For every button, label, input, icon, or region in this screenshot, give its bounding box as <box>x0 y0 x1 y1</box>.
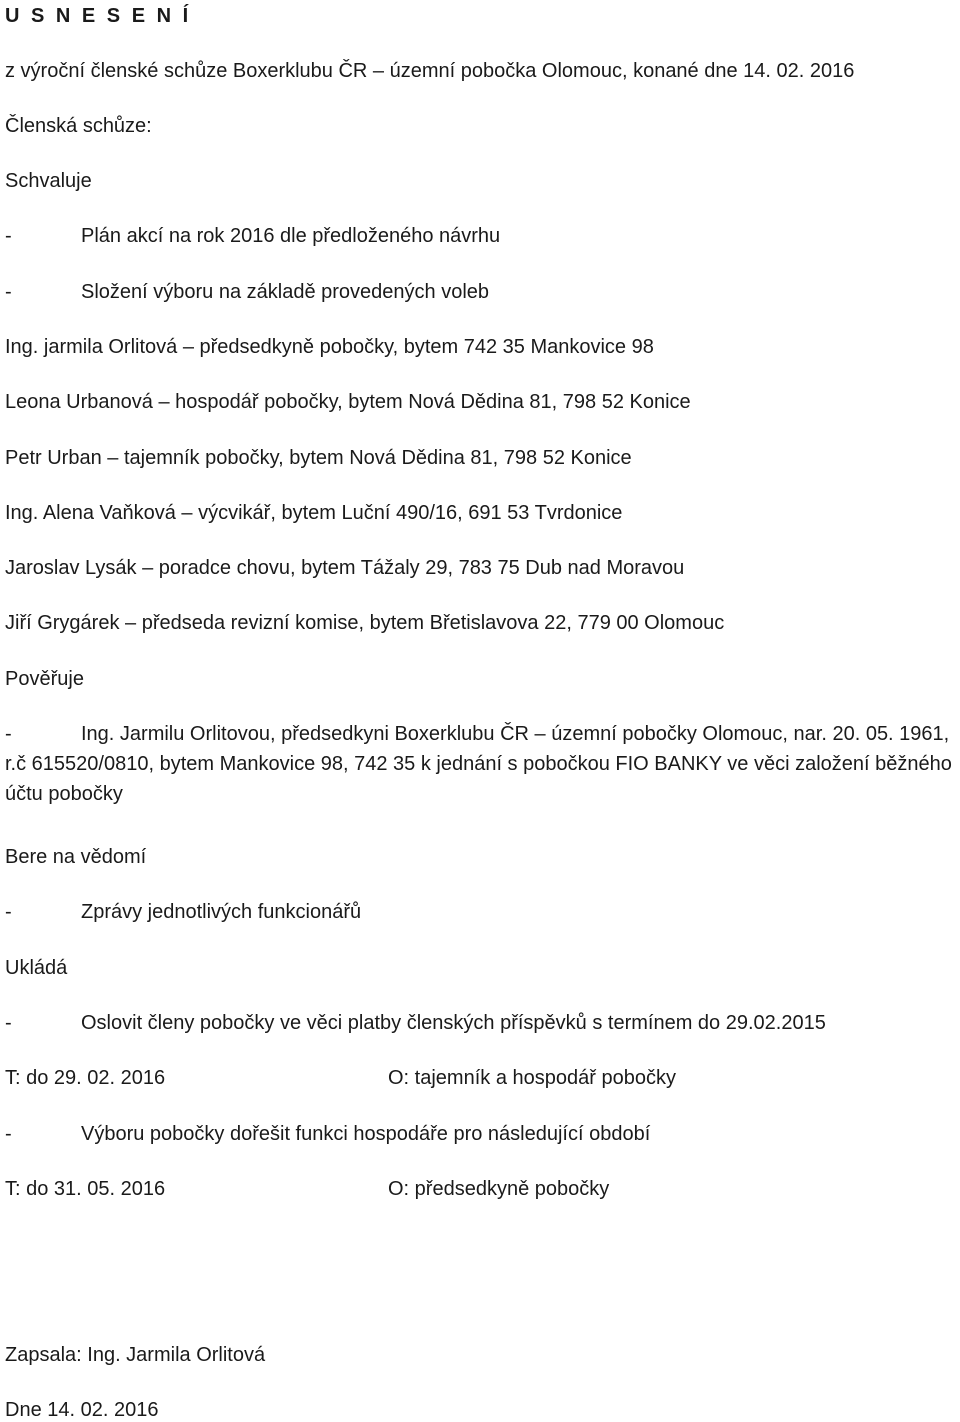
bullet-dash: - <box>5 1012 12 1034</box>
task-text: Výboru pobočky dořešit funkci hospodáře pro následující období <box>81 1123 651 1145</box>
committee-member: Leona Urbanová – hospodář pobočky, bytem Nová Dědina 81, 798 52 Konice <box>5 391 691 413</box>
assigns-heading: Ukládá <box>5 957 68 979</box>
approves-heading: Schvaluje <box>5 170 92 192</box>
authorizes-item-text: Ing. Jarmilu Orlitovou, předsedkyni Boxerklubu ČR – územní pobočky Olomouc, nar. 20. 05. 1961, r.č 615520/0810, bytem Mankovice 98, 742 35 k jednání s pobočkou FIO BANKY ve věci založení běžného účtu pobočky <box>5 723 952 805</box>
approves-item-text: Složení výboru na základě provedených voleb <box>81 281 490 303</box>
task-owner: O: tajemník a hospodář pobočky <box>388 1067 676 1089</box>
acknowledges-item-text: Zprávy jednotlivých funkcionářů <box>81 901 362 923</box>
approves-item-text: Plán akcí na rok 2016 dle předloženého návrhu <box>81 225 501 247</box>
committee-member: Ing. Alena Vaňková – výcvikář, bytem Luční 490/16, 691 53 Tvrdonice <box>5 502 623 524</box>
document-title: U S N E S E N Í <box>5 5 192 27</box>
task-deadline: T: do 29. 02. 2016 <box>5 1067 166 1089</box>
bullet-dash: - <box>5 281 12 303</box>
bullet-dash: - <box>5 1123 12 1145</box>
recorded-by: Zapsala: Ing. Jarmila Orlitová <box>5 1344 266 1366</box>
bullet-dash: - <box>5 901 12 923</box>
committee-member: Ing. jarmila Orlitová – předsedkyně pobočky, bytem 742 35 Mankovice 98 <box>5 336 654 358</box>
task-item <box>5 1122 650 1146</box>
document-date: Dne 14. 02. 2016 <box>5 1399 159 1421</box>
meeting-label: Členská schůze: <box>5 115 152 137</box>
acknowledges-heading: Bere na vědomí <box>5 846 147 868</box>
bullet-dash: - <box>5 225 12 247</box>
task-deadline: T: do 31. 05. 2016 <box>5 1178 166 1200</box>
intro-line: z výroční členské schůze Boxerklubu ČR – územní pobočka Olomouc, konané dne 14. 02. 2016 <box>5 60 855 82</box>
task-owner: O: předsedkyně pobočky <box>388 1178 610 1200</box>
committee-member: Petr Urban – tajemník pobočky, bytem Nová Dědina 81, 798 52 Konice <box>5 447 632 469</box>
bullet-dash: - <box>5 723 12 745</box>
committee-member: Jaroslav Lysák – poradce chovu, bytem Tážaly 29, 783 75 Dub nad Moravou <box>5 557 685 579</box>
approves-item <box>5 224 500 248</box>
task-text: Oslovit členy pobočky ve věci platby členských příspěvků s termínem do 29.02.2015 <box>81 1012 826 1034</box>
authorizes-heading: Pověřuje <box>5 668 84 690</box>
authorizes-item <box>5 719 955 809</box>
committee-member: Jiří Grygárek – předseda revizní komise, bytem Břetislavova 22, 779 00 Olomouc <box>5 612 725 634</box>
acknowledges-item <box>5 900 361 924</box>
approves-item <box>5 280 489 304</box>
task-item <box>5 1011 826 1035</box>
